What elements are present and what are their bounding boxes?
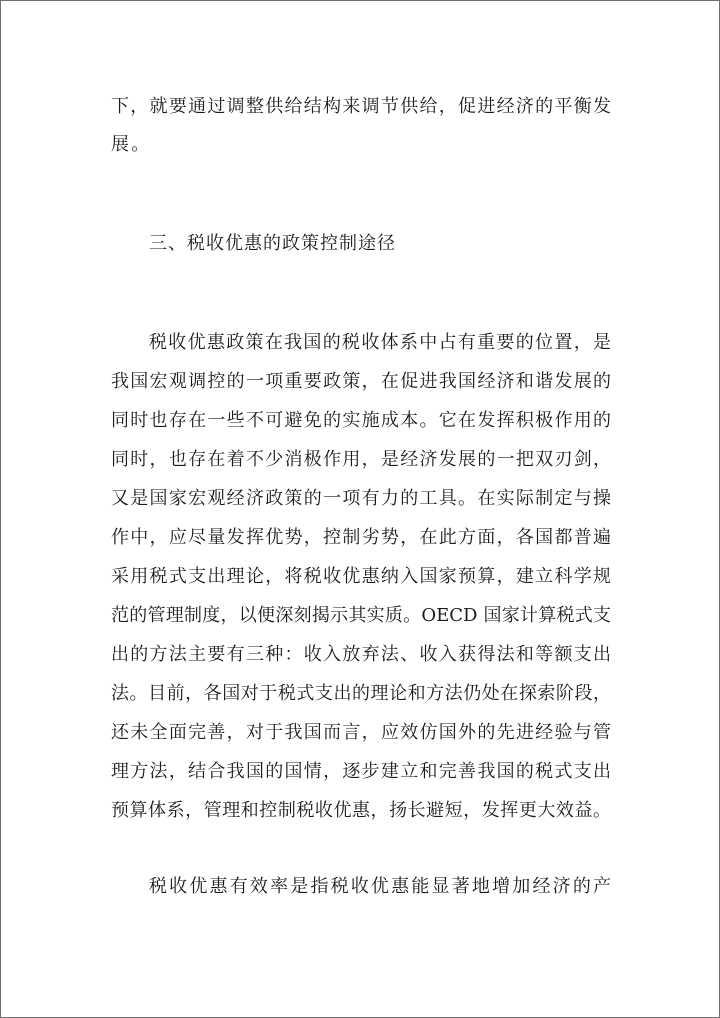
paragraph-line: 理方法，结合我国的国情，逐步建立和完善我国的税式支出 bbox=[111, 761, 611, 782]
paragraph-line: 我国宏观调控的一项重要政策，在促进我国经济和谐发展的 bbox=[111, 371, 611, 392]
paragraph-line: 预算体系，管理和控制税收优惠，扬长避短，发挥更大效益。 bbox=[111, 800, 611, 821]
paragraph-line: 税收优惠有效率是指税收优惠能显著地增加经济的产 bbox=[149, 876, 611, 897]
paragraph-line: 出的方法主要有三种：收入放弃法、收入获得法和等额支出 bbox=[111, 644, 611, 665]
paragraph-line: 法。目前，各国对于税式支出的理论和方法仍处在探索阶段， bbox=[111, 683, 611, 704]
paragraph-line: 还未全面完善，对于我国而言，应效仿国外的先进经验与管 bbox=[111, 722, 611, 743]
section-heading: 三、税收优惠的政策控制途径 bbox=[149, 233, 396, 254]
paragraph-line: 采用税式支出理论，将税收优惠纳入国家预算，建立科学规 bbox=[111, 566, 611, 587]
paragraph-line: 税收优惠政策在我国的税收体系中占有重要的位置，是 bbox=[149, 332, 611, 353]
paragraph-line: 展。 bbox=[111, 134, 152, 155]
paragraph-line: 同时，也存在着不少消极作用，是经济发展的一把双刃剑， bbox=[111, 449, 611, 470]
paragraph-line: 范的管理制度，以便深刻揭示其实质。OECD 国家计算税式支 bbox=[111, 605, 611, 626]
paragraph-line: 又是国家宏观经济政策的一项有力的工具。在实际制定与操 bbox=[111, 488, 611, 509]
paragraph-line: 下，就要通过调整供给结构来调节供给，促进经济的平衡发 bbox=[111, 96, 611, 117]
paragraph-line: 作中，应尽量发挥优势，控制劣势，在此方面，各国都普遍 bbox=[111, 527, 611, 548]
paragraph-line: 同时也存在一些不可避免的实施成本。它在发挥积极作用的 bbox=[111, 410, 611, 431]
